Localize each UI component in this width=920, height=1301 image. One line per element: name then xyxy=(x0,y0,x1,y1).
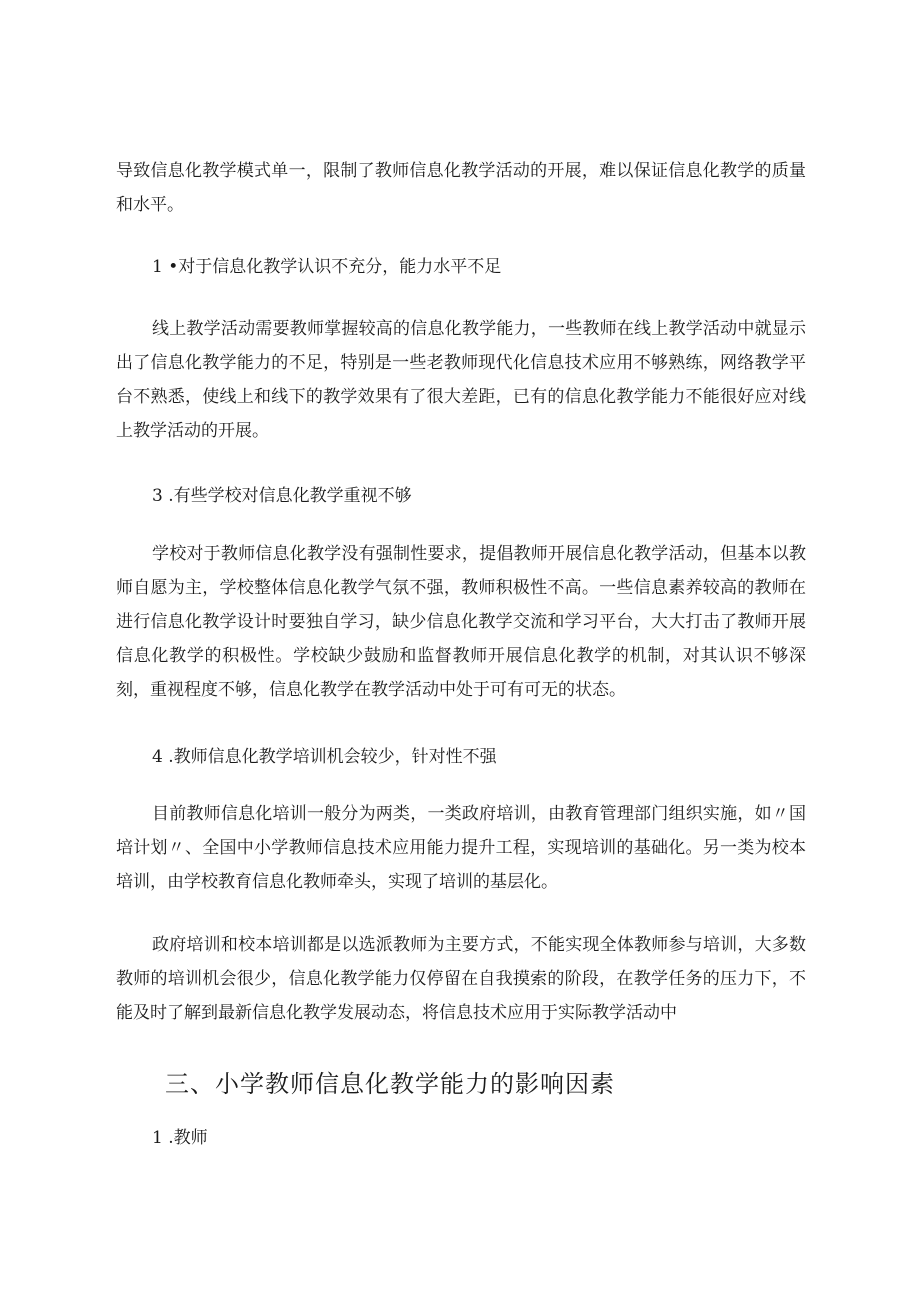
heading-section-3-item-1: 1 .教师 xyxy=(152,1128,208,1148)
paragraph-item-4a: 目前教师信息化培训一般分为两类，一类政府培训，由教育管理部门组织实施，如〃国培计划〃、全国中小学教师信息技术应用能力提升工程，实现培训的基础化。另一类为校本培训，由学校教育信息化教师牵头，实现了培训的基层化。 xyxy=(116,804,806,892)
heading-item-1: 1 •对于信息化教学认识不充分，能力水平不足 xyxy=(152,257,502,277)
paragraph-intro: 导致信息化教学模式单一，限制了教师信息化教学活动的开展，难以保证信息化教学的质量和水平。 xyxy=(116,161,806,215)
paragraph-item-1: 线上教学活动需要教师掌握较高的信息化教学能力，一些教师在线上教学活动中就显示出了信息化教学能力的不足，特别是一些老教师现代化信息技术应用不够熟练，网络教学平台不熟悉，使线上和线下的教学效果有了很大差距，已有的信息化教学能力不能很好应对线上教学活动的开展。 xyxy=(116,319,806,441)
heading-item-3: 3 .有些学校对信息化教学重视不够 xyxy=(152,486,412,506)
paragraph-item-3: 学校对于教师信息化教学没有强制性要求，提倡教师开展信息化教学活动，但基本以教师自愿为主，学校整体信息化教学气氛不强，教师积极性不高。一些信息素养较高的教师在进行信息化教学设计时要独自学习，缺少信息化教学交流和学习平台，大大打击了教师开展信息化教学的积极性。学校缺少鼓励和监督教师开展信息化教学的机制，对其认识不够深刻，重视程度不够，信息化教学在教学活动中处于可有可无的状态。 xyxy=(116,544,806,700)
paragraph-item-4b: 政府培训和校本培训都是以选派教师为主要方式，不能实现全体教师参与培训，大多数教师的培训机会很少，信息化教学能力仅停留在自我摸索的阶段，在教学任务的压力下，不能及时了解到最新信息化教学发展动态，将信息技术应用于实际教学活动中 xyxy=(116,935,806,1023)
section-title-3: 三、小学教师信息化教学能力的影响因素 xyxy=(165,1070,615,1098)
heading-item-4: 4 .教师信息化教学培训机会较少，针对性不强 xyxy=(152,747,497,767)
